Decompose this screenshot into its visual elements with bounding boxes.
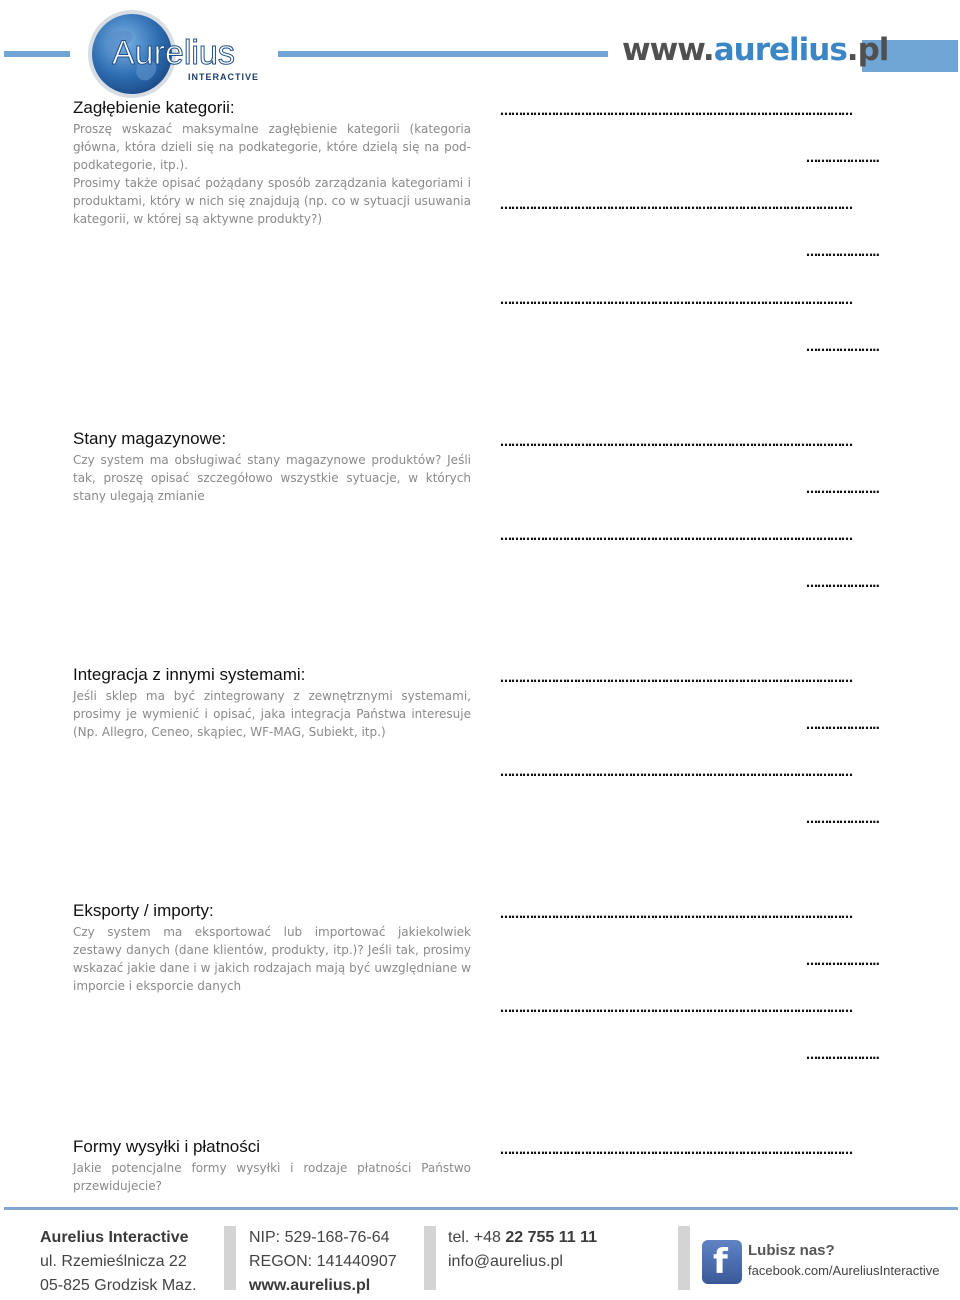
answer-line[interactable]: …………………………………………………………………………………… xyxy=(500,907,852,921)
section-description: Jeśli sklep ma być zintegrowany z zewnętrznymi systemami, prosimy je wymienić i opisać, jaka integracja Państwa interesuje (Np. Allegro, Ceneo, skąpiec, WF-MAG, Subiekt, itp.) xyxy=(73,689,471,739)
footer-separator xyxy=(224,1226,236,1290)
section-title: Formy wysyłki i płatności xyxy=(73,1137,261,1156)
nip: NIP: 529-168-76-64 xyxy=(249,1229,390,1246)
answer-line[interactable]: …………………………………………………………………………………… xyxy=(500,104,852,118)
answer-line[interactable]: …………………………………………………………………………………… xyxy=(500,765,852,779)
footer-divider xyxy=(4,1207,958,1210)
answer-line[interactable]: ……………….. xyxy=(806,812,880,826)
street: ul. Rzemieślnicza 22 xyxy=(40,1253,187,1270)
section-exports-imports xyxy=(73,900,471,995)
answer-line[interactable]: ……………….. xyxy=(806,151,880,165)
section-title: Stany magazynowe: xyxy=(73,429,227,448)
header-line-left xyxy=(4,51,70,57)
answer-line[interactable]: …………………………………………………………………………………… xyxy=(500,293,852,307)
facebook-promo[interactable] xyxy=(748,1240,939,1280)
regon: REGON: 141440907 xyxy=(249,1253,397,1270)
section-stock-levels xyxy=(73,428,471,505)
svg-text:INTERACTIVE: INTERACTIVE xyxy=(188,72,260,82)
svg-text:Aurelius: Aurelius xyxy=(112,34,235,72)
aurelius-logo xyxy=(78,6,278,102)
city: 05-825 Grodzisk Maz. xyxy=(40,1277,197,1294)
email-link[interactable]: info@aurelius.pl xyxy=(448,1253,563,1270)
section-integrations xyxy=(73,664,471,741)
footer-address xyxy=(40,1226,197,1298)
footer-contact xyxy=(448,1226,597,1274)
section-description: Czy system ma obsługiwać stany magazynowe produktów? Jeśli tak, proszę opisać szczegółowo wszystkie sytuacje, w których stany ulegają zmianie xyxy=(73,453,471,503)
site-url[interactable]: www.aurelius.pl xyxy=(622,32,889,68)
section-description: Czy system ma eksportować lub importować jakiekolwiek zestawy danych (dane klientów, produkty, itp.)? Jeśli tak, prosimy wskazać jakie dane i w jakich rodzajach mają być uwzględniane w imporcie i eksporcie danych xyxy=(73,925,471,993)
facebook-url[interactable]: facebook.com/AureliusInteractive xyxy=(748,1263,940,1278)
company-name: Aurelius Interactive xyxy=(40,1229,189,1246)
answer-line[interactable]: …………………………………………………………………………………… xyxy=(500,1143,852,1157)
answer-line[interactable]: …………………………………………………………………………………… xyxy=(500,671,852,685)
answer-line[interactable]: …………………………………………………………………………………… xyxy=(500,198,852,212)
footer-www-link[interactable]: www.aurelius.pl xyxy=(249,1277,371,1294)
answer-line[interactable]: ……………….. xyxy=(806,482,880,496)
section-title: Integracja z innymi systemami: xyxy=(73,665,306,684)
section-description: Jakie potencjalne formy wysyłki i rodzaje płatności Państwo przewidujecie? xyxy=(73,1161,471,1193)
section-shipping-payments xyxy=(73,1136,471,1195)
answer-line[interactable]: …………………………………………………………………………………… xyxy=(500,529,852,543)
answer-line[interactable]: …………………………………………………………………………………… xyxy=(500,435,852,449)
header-line-middle xyxy=(278,51,608,57)
section-title: Eksporty / importy: xyxy=(73,901,214,920)
section-title: Zagłębienie kategorii: xyxy=(73,98,235,117)
answer-line[interactable]: ……………….. xyxy=(806,245,880,259)
footer-registration xyxy=(249,1226,397,1298)
footer-separator xyxy=(678,1226,690,1290)
phone[interactable]: tel. +48 22 755 11 11 xyxy=(448,1229,598,1246)
facebook-question: Lubisz nas? xyxy=(748,1242,835,1259)
facebook-icon[interactable]: f xyxy=(702,1240,742,1284)
answer-line[interactable]: …………………………………………………………………………………… xyxy=(500,1001,852,1015)
section-category-depth xyxy=(73,97,471,228)
answer-line[interactable]: ……………….. xyxy=(806,954,880,968)
section-description: Proszę wskazać maksymalne zagłębienie kategorii (kategoria główna, która dzieli się na podkategorie, które dzielą się na pod-podkategorie, itp.). Prosimy także opisać pożądany sposób zarządzania kategoriami i produktami, który w nich się znajdują (np. co w sytuacji usuwania kategorii, w której są aktywne produkty?) xyxy=(73,122,471,226)
answer-line[interactable]: ……………….. xyxy=(806,340,880,354)
answer-line[interactable]: ……………….. xyxy=(806,576,880,590)
answer-line[interactable]: ……………….. xyxy=(806,1048,880,1062)
answer-line[interactable]: ……………….. xyxy=(806,718,880,732)
footer-separator xyxy=(424,1226,436,1290)
